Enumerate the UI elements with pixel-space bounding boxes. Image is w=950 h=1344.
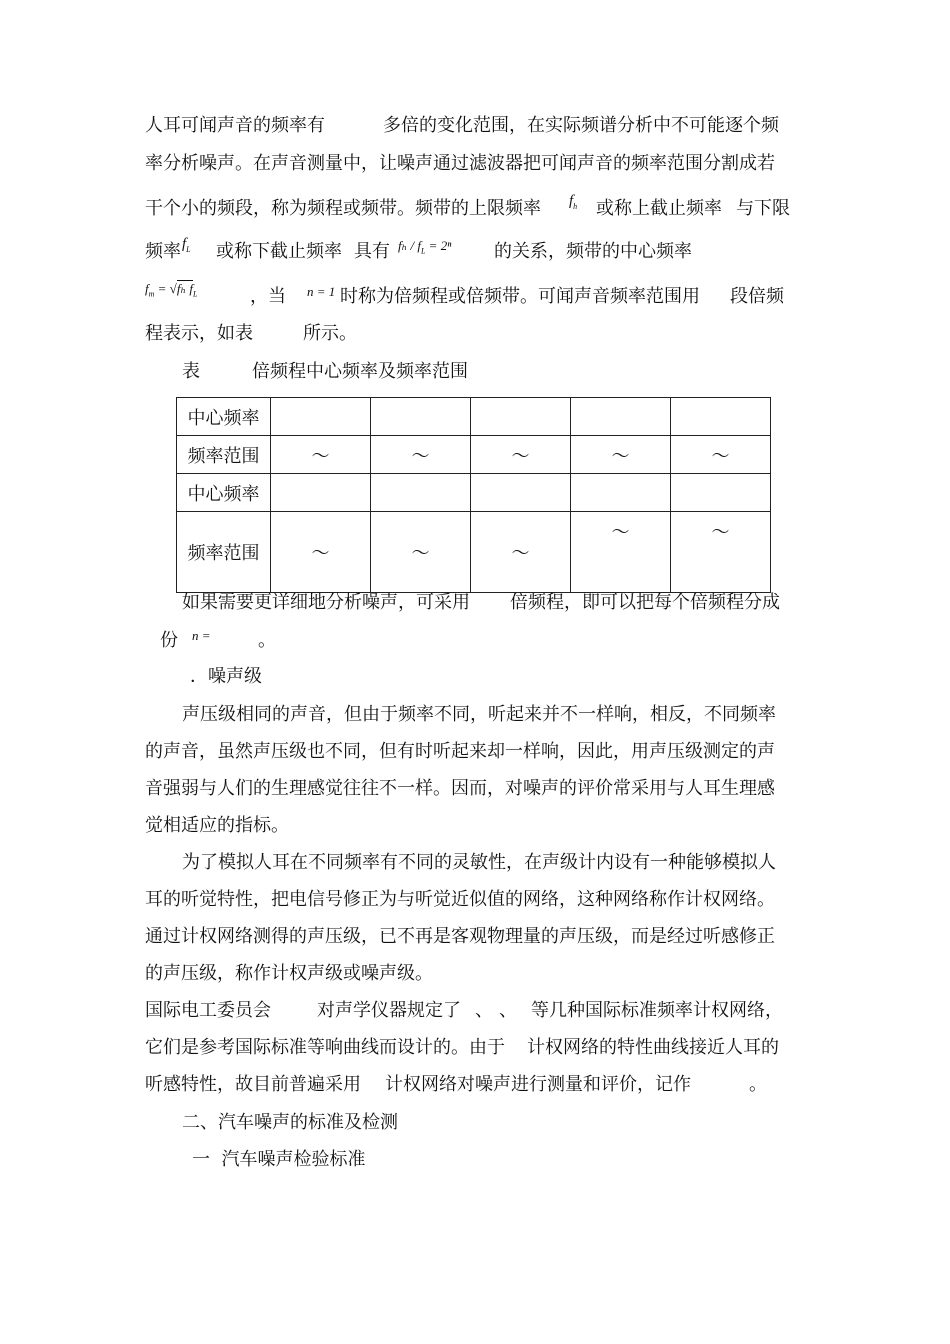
text: 听感特性，故目前普遍采用 [145, 1074, 361, 1095]
para-line [216, 241, 390, 263]
row-label: 中心频率 [177, 398, 271, 436]
para-line: 耳的听觉特性，把电信号修正为与听觉近似值的网络，这种网络称作计权网络。 [145, 889, 775, 910]
para-line: 的声音，虽然声压级也不同，但有时听起来却一样响，因此，用声压级测定的声 [145, 741, 775, 762]
para-line: 通过计权网络测得的声压级，已不再是客观物理量的声压级，而是经过听感修正 [145, 926, 775, 947]
table-cell [471, 398, 571, 436]
text: 、 [475, 1000, 493, 1021]
para-line: 的声压级，称作计权声级或噪声级。 [145, 963, 433, 984]
para-line [250, 286, 286, 308]
para-line: 为了模拟人耳在不同频率有不同的灵敏性，在声级计内设有一种能够模拟人 [182, 852, 776, 873]
table-caption [182, 361, 468, 383]
table-cell [671, 474, 771, 512]
table-cell [671, 398, 771, 436]
text: 时称为倍频程或倍频带。可闻声音频率范围用 [340, 286, 700, 307]
table-cell: ～ [371, 436, 471, 474]
table-cell: ～ [471, 436, 571, 474]
table-cell: ～ [571, 436, 671, 474]
text: 程表示，如表 [145, 323, 253, 344]
table-cell [271, 474, 371, 512]
table-cell [271, 398, 371, 436]
para-line: 。 [258, 630, 276, 651]
row-label: 中心频率 [177, 474, 271, 512]
table-cell: ～ [271, 512, 371, 593]
para-line: 率分析噪声。在声音测量中，让噪声通过滤波器把可闻声音的频率范围分割成若 [145, 153, 775, 174]
text: 干个小的频段，称为频程或频带。频带的上限频率 [145, 198, 541, 219]
para-line [145, 115, 779, 137]
text: 多倍的变化范围，在实际频谱分析中不可能逐个频 [383, 115, 779, 136]
text: 段倍频 [730, 286, 784, 307]
para-line [145, 241, 181, 263]
math-fh: $f_h$ [569, 193, 578, 211]
para-line [160, 630, 178, 652]
text: 对声学仪器规定了 [317, 1000, 461, 1021]
text: 、 [499, 1000, 517, 1021]
text: ，当 [250, 286, 286, 307]
table-row [177, 398, 771, 436]
section-heading: 二、汽车噪声的标准及检测 [182, 1112, 398, 1133]
para-line [340, 286, 784, 308]
table-cell: ～ [671, 512, 771, 593]
frequency-table [176, 397, 771, 593]
para-line: 的关系，频带的中心频率 [494, 241, 692, 262]
table-row [177, 474, 771, 512]
text: 它们是参考国际标准等响曲线而设计的。由于 [145, 1037, 505, 1058]
text: 倍频程中心频率及频率范围 [252, 361, 468, 382]
table-cell [471, 474, 571, 512]
table-cell: ～ [271, 436, 371, 474]
para-line: 音强弱与人们的生理感觉往往不一样。因而，对噪声的评价常采用与人耳生理感 [145, 778, 775, 799]
text: 与下限 [736, 198, 790, 219]
para-line [145, 1037, 779, 1059]
para-line [596, 198, 790, 220]
para-line [145, 1074, 767, 1096]
para-line [145, 1000, 783, 1022]
table-cell: ～ [571, 512, 671, 593]
table-cell [371, 398, 471, 436]
para-line [145, 198, 541, 220]
text: 人耳可闻声音的频率有 [145, 115, 325, 136]
section-heading: ．噪声级 [190, 666, 262, 687]
table-cell [571, 398, 671, 436]
para-line [145, 323, 357, 345]
math-n2: n = [192, 628, 211, 643]
text: 计权网络的特性曲线接近人耳的 [527, 1037, 779, 1058]
math-ratio: $f_h / f_L = 2^n$ [398, 238, 452, 256]
text: 具有 [354, 241, 390, 262]
text: 表 [182, 361, 200, 382]
subsection-heading: 一 汽车噪声检验标准 [192, 1149, 366, 1170]
table-row [177, 512, 771, 593]
text: 。 [749, 1074, 767, 1095]
text: 国际电工委员会 [145, 1000, 271, 1021]
text: 计权网络对噪声进行测量和评价，记作 [385, 1074, 691, 1095]
text: 所示。 [303, 323, 357, 344]
math-n1: n = 1 [307, 284, 336, 299]
para-line: 觉相适应的指标。 [145, 815, 289, 836]
text: 频率 [145, 241, 181, 262]
text: 等几种国际标准频率计权网络， [531, 1000, 783, 1021]
para-line: 声压级相同的声音，但由于频率不同，听起来并不一样响，相反，不同频率 [182, 704, 776, 725]
text: 倍频程，即可以把每个倍频程分成 [510, 592, 780, 613]
row-label: 频率范围 [177, 436, 271, 474]
table-cell: ～ [671, 436, 771, 474]
para-line [182, 592, 780, 614]
text: 份 [160, 630, 178, 651]
math-fl: $f_L$ [182, 236, 191, 254]
table-cell: ～ [371, 512, 471, 593]
table-cell [571, 474, 671, 512]
text: 或称上截止频率 [596, 198, 722, 219]
text: 或称下截止频率 [216, 241, 342, 262]
table-cell [371, 474, 471, 512]
math-fm: $f_m = √f_h$ $f_L$ [145, 281, 198, 299]
text: 如果需要更详细地分析噪声，可采用 [182, 592, 470, 613]
table-cell: ～ [471, 512, 571, 593]
table-row [177, 436, 771, 474]
row-label: 频率范围 [177, 512, 271, 593]
